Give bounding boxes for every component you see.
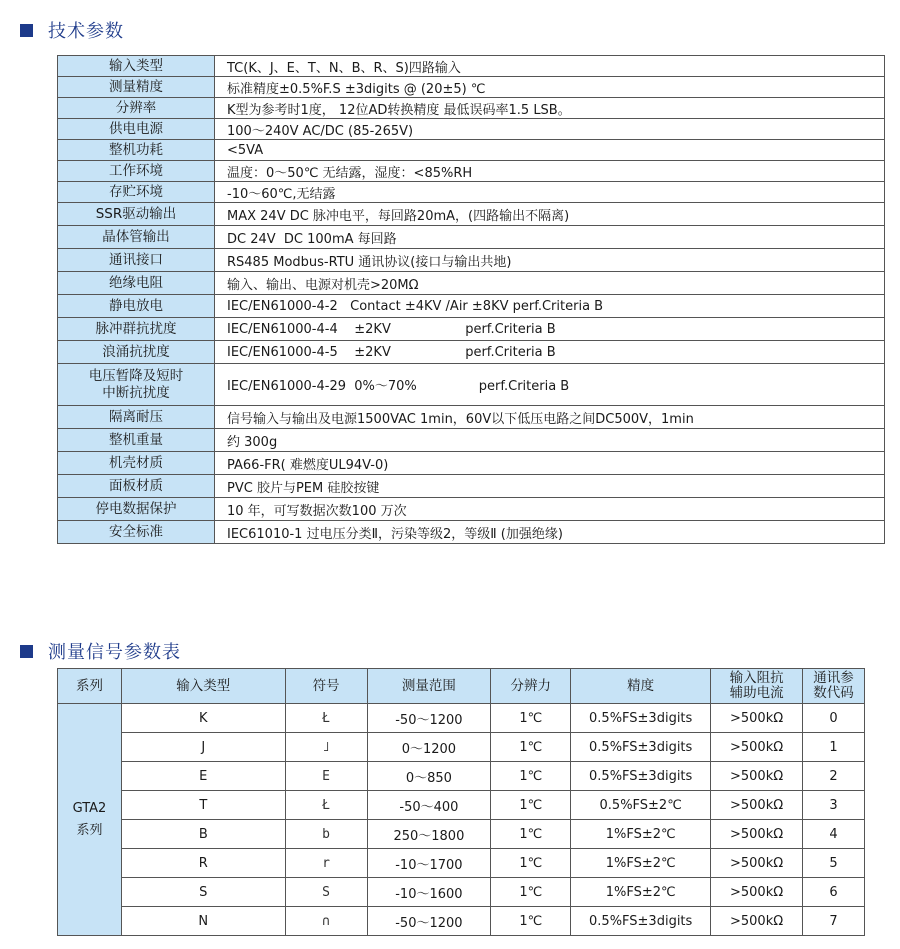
signal-range-cell: -50～1200 [367, 704, 491, 733]
signal-header-cell: 输入类型 [121, 669, 285, 704]
spec-key: 输入类型 [58, 56, 215, 77]
signal-row [58, 849, 865, 878]
signal-row [58, 907, 865, 936]
spec-key: 测量精度 [58, 77, 215, 98]
signal-type-cell: E [121, 762, 285, 791]
spec-key: 整机重量 [58, 429, 215, 452]
spec-row [58, 452, 885, 475]
signal-type-cell: R [121, 849, 285, 878]
spec-row [58, 341, 885, 364]
spec-key: 安全标准 [58, 521, 215, 544]
spec-row [58, 161, 885, 182]
spec-value: PVC 胶片与PEM 硅胶按键 [215, 475, 885, 498]
signal-resolution-cell: 1℃ [491, 820, 571, 849]
spec-row [58, 364, 885, 406]
signal-row [58, 878, 865, 907]
spec-value: 100～240V AC/DC (85-265V) [215, 119, 885, 140]
spec-value: MAX 24V DC 脉冲电平，每回路20mA，(四路输出不隔离) [215, 203, 885, 226]
spec-key: 停电数据保护 [58, 498, 215, 521]
signal-symbol-cell: b [285, 820, 367, 849]
signal-range-cell: 250～1800 [367, 820, 491, 849]
signal-range-cell: -50～400 [367, 791, 491, 820]
signal-header-cell: 输入阻抗 辅助电流 [711, 669, 803, 704]
signal-impedance-cell: >500kΩ [711, 733, 803, 762]
spec-row [58, 295, 885, 318]
signal-range-cell: 0～1200 [367, 733, 491, 762]
signal-code-cell: 0 [803, 704, 865, 733]
signal-code-cell: 3 [803, 791, 865, 820]
signal-resolution-cell: 1℃ [491, 907, 571, 936]
square-bullet-icon [20, 24, 33, 37]
signal-symbol-cell: ∩ [285, 907, 367, 936]
spec-key: 隔离耐压 [58, 406, 215, 429]
signal-row [58, 791, 865, 820]
spec-row [58, 249, 885, 272]
signal-resolution-cell: 1℃ [491, 704, 571, 733]
spec-value: 10 年，可写数据次数100 万次 [215, 498, 885, 521]
spec-row [58, 498, 885, 521]
signal-code-cell: 7 [803, 907, 865, 936]
signal-type-cell: T [121, 791, 285, 820]
spec-row [58, 182, 885, 203]
signal-accuracy-cell: 0.5%FS±3digits [571, 704, 711, 733]
signal-row [58, 704, 865, 733]
spec-row [58, 475, 885, 498]
spec-key: 晶体管输出 [58, 226, 215, 249]
signal-range-cell: -10～1700 [367, 849, 491, 878]
section-title-specs [20, 17, 124, 43]
signal-resolution-cell: 1℃ [491, 849, 571, 878]
signal-impedance-cell: >500kΩ [711, 878, 803, 907]
section-title-signal [20, 638, 181, 664]
signal-accuracy-cell: 0.5%FS±3digits [571, 762, 711, 791]
spec-key: 面板材质 [58, 475, 215, 498]
spec-key: 绝缘电阻 [58, 272, 215, 295]
signal-accuracy-cell: 0.5%FS±3digits [571, 733, 711, 762]
signal-accuracy-cell: 0.5%FS±2℃ [571, 791, 711, 820]
spec-row [58, 406, 885, 429]
signal-code-cell: 4 [803, 820, 865, 849]
spec-key: 脉冲群抗扰度 [58, 318, 215, 341]
spec-value: DC 24V DC 100mA 每回路 [215, 226, 885, 249]
spec-row [58, 140, 885, 161]
section-title-text: 技术参数 [48, 21, 124, 42]
signal-row [58, 820, 865, 849]
signal-type-cell: N [121, 907, 285, 936]
spec-key: 整机功耗 [58, 140, 215, 161]
spec-key: 静电放电 [58, 295, 215, 318]
signal-type-cell: S [121, 878, 285, 907]
spec-key: 浪涌抗扰度 [58, 341, 215, 364]
spec-value: RS485 Modbus-RTU 通讯协议(接口与输出共地) [215, 249, 885, 272]
signal-table [57, 668, 865, 936]
signal-code-cell: 6 [803, 878, 865, 907]
signal-header-cell: 分辨力 [491, 669, 571, 704]
signal-symbol-cell: E [285, 762, 367, 791]
spec-value: PA66-FR( 难燃度UL94V-0) [215, 452, 885, 475]
spec-value: IEC/EN61000-4-29 0%～70% perf.Criteria B [215, 364, 885, 406]
signal-row [58, 733, 865, 762]
signal-accuracy-cell: 1%FS±2℃ [571, 849, 711, 878]
spec-value: IEC/EN61000-4-5 ±2KV perf.Criteria B [215, 341, 885, 364]
spec-row [58, 429, 885, 452]
spec-value: 标准精度±0.5%F.S ±3digits @ (20±5) ℃ [215, 77, 885, 98]
spec-value: IEC/EN61000-4-2 Contact ±4KV /Air ±8KV perf.Criteria B [215, 295, 885, 318]
signal-impedance-cell: >500kΩ [711, 849, 803, 878]
spec-value: <5VA [215, 140, 885, 161]
section-title-text: 测量信号参数表 [48, 642, 181, 663]
signal-header-cell: 符号 [285, 669, 367, 704]
signal-symbol-cell: S [285, 878, 367, 907]
signal-header-row [58, 669, 865, 704]
signal-header-cell: 系列 [58, 669, 122, 704]
signal-resolution-cell: 1℃ [491, 733, 571, 762]
signal-symbol-cell: r [285, 849, 367, 878]
signal-row [58, 762, 865, 791]
spec-key: 分辨率 [58, 98, 215, 119]
spec-row [58, 56, 885, 77]
signal-impedance-cell: >500kΩ [711, 704, 803, 733]
spec-row [58, 203, 885, 226]
signal-impedance-cell: >500kΩ [711, 791, 803, 820]
spec-row [58, 521, 885, 544]
spec-value: IEC61010-1 过电压分类Ⅱ，污染等级2，等级Ⅱ (加强绝缘) [215, 521, 885, 544]
spec-value: TC(K、J、E、T、N、B、R、S)四路输入 [215, 56, 885, 77]
spec-key: 工作环境 [58, 161, 215, 182]
spec-row [58, 272, 885, 295]
spec-key: 存贮环境 [58, 182, 215, 203]
signal-accuracy-cell: 0.5%FS±3digits [571, 907, 711, 936]
spec-value: K型为参考时1度， 12位AD转换精度 最低误码率1.5 LSB。 [215, 98, 885, 119]
spec-row [58, 226, 885, 249]
signal-header-cell: 精度 [571, 669, 711, 704]
signal-header-cell: 通讯参 数代码 [803, 669, 865, 704]
signal-code-cell: 2 [803, 762, 865, 791]
signal-resolution-cell: 1℃ [491, 762, 571, 791]
spec-row [58, 119, 885, 140]
signal-impedance-cell: >500kΩ [711, 762, 803, 791]
signal-symbol-cell: ˩ [285, 733, 367, 762]
signal-impedance-cell: >500kΩ [711, 820, 803, 849]
signal-resolution-cell: 1℃ [491, 878, 571, 907]
spec-value: 输入、输出、电源对机壳>20MΩ [215, 272, 885, 295]
signal-type-cell: J [121, 733, 285, 762]
signal-header-cell: 测量范围 [367, 669, 491, 704]
signal-type-cell: B [121, 820, 285, 849]
spec-key: 电压暂降及短时 中断抗扰度 [58, 364, 215, 406]
signal-impedance-cell: >500kΩ [711, 907, 803, 936]
signal-resolution-cell: 1℃ [491, 791, 571, 820]
spec-table [57, 55, 885, 544]
signal-symbol-cell: Ł [285, 704, 367, 733]
spec-row [58, 318, 885, 341]
spec-key: 机壳材质 [58, 452, 215, 475]
spec-key: SSR驱动输出 [58, 203, 215, 226]
signal-accuracy-cell: 1%FS±2℃ [571, 878, 711, 907]
signal-range-cell: -50～1200 [367, 907, 491, 936]
signal-symbol-cell: Ł [285, 791, 367, 820]
signal-type-cell: K [121, 704, 285, 733]
spec-value: 温度：0～50℃ 无结露，湿度：<85%RH [215, 161, 885, 182]
signal-range-cell: -10～1600 [367, 878, 491, 907]
spec-value: IEC/EN61000-4-4 ±2KV perf.Criteria B [215, 318, 885, 341]
square-bullet-icon [20, 645, 33, 658]
spec-row [58, 98, 885, 119]
signal-code-cell: 1 [803, 733, 865, 762]
signal-range-cell: 0～850 [367, 762, 491, 791]
spec-value: 信号输入与输出及电源1500VAC 1min，60V以下低压电路之间DC500V，1min [215, 406, 885, 429]
spec-key: 通讯接口 [58, 249, 215, 272]
spec-key: 供电电源 [58, 119, 215, 140]
spec-value: -10～60℃,无结露 [215, 182, 885, 203]
series-cell: GTA2 系列 [58, 704, 122, 936]
spec-row [58, 77, 885, 98]
spec-value: 约 300g [215, 429, 885, 452]
signal-code-cell: 5 [803, 849, 865, 878]
signal-accuracy-cell: 1%FS±2℃ [571, 820, 711, 849]
